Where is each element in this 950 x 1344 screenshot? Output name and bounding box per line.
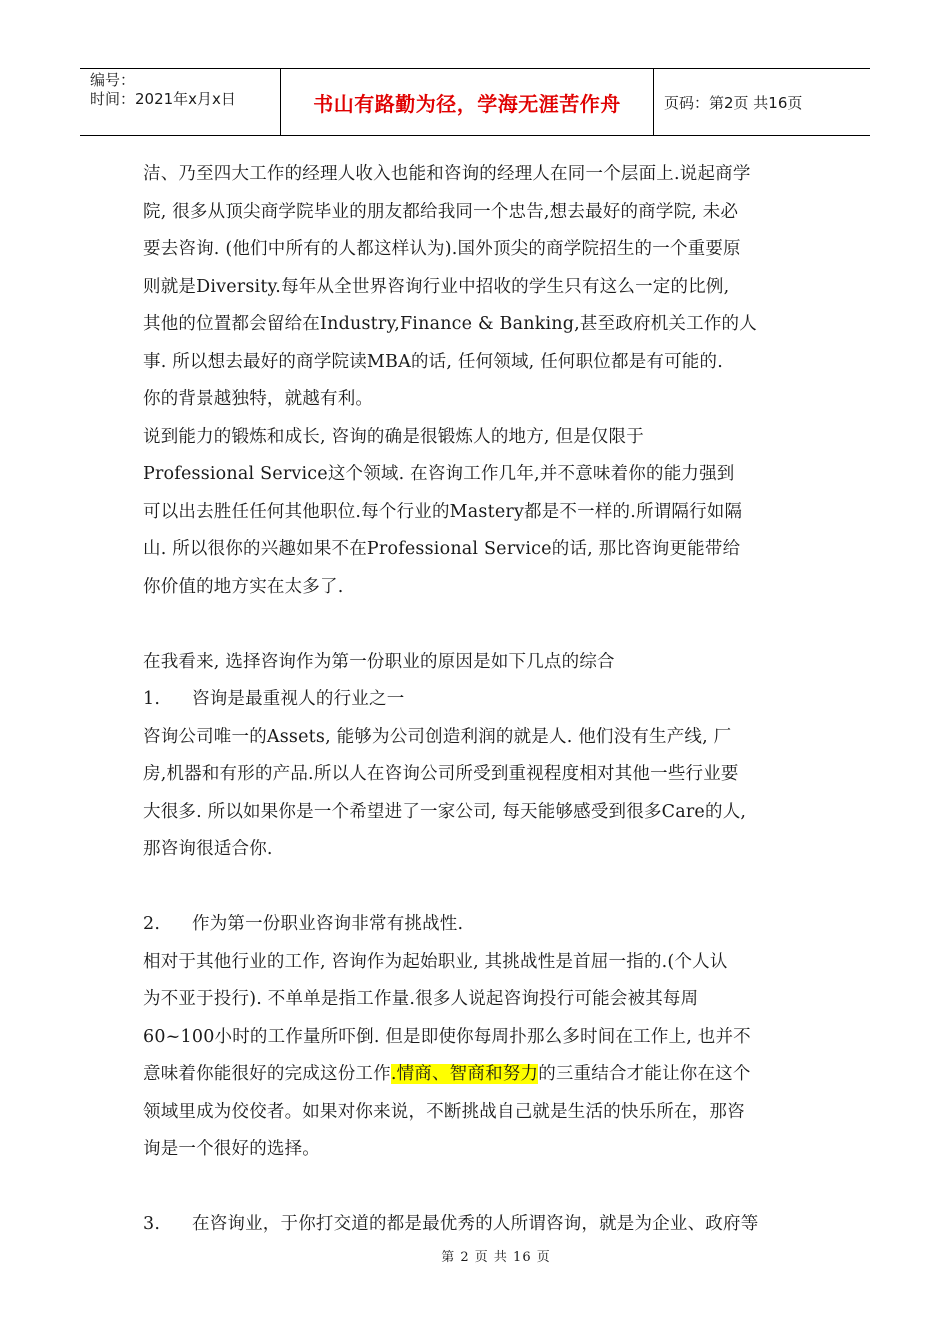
text-line	[143, 1056, 818, 1094]
text-line: 要去咨询. (他们中所有的人都这样认为).国外顶尖的商学院招生的一个重要原	[143, 239, 741, 259]
text-span: 意味着你能很好的完成这份工作	[143, 1064, 391, 1084]
text-line: 相对于其他行业的工作, 咨询作为起始职业, 其挑战性是首屈一指的.(个人认	[143, 951, 728, 972]
date-label: 时间：2021年x月x日	[90, 90, 236, 108]
page-header	[80, 68, 870, 136]
document-body	[143, 156, 818, 1244]
text-line: 你的背景越独特，就越有利。	[143, 389, 374, 409]
text-line: 为不亚于投行). 不单单是指工作量.很多人说起咨询投行可能会被其每周	[143, 989, 699, 1009]
number-label: 编号：	[90, 71, 136, 89]
item-title: 咨询是最重视人的行业之一	[192, 689, 405, 709]
text-line: 可以出去胜任任何其他职位.每个行业的Mastery都是不一样的.所谓隔行如隔	[143, 501, 743, 522]
page-footer: 第 2 页 共 16 页	[441, 1250, 551, 1265]
text-line: 大很多. 所以如果你是一个希望进了一家公司, 每天能够感受到很多Care的人,	[143, 801, 747, 822]
header-meta	[80, 69, 281, 135]
text-line: 领域里成为佼佼者。如果对你来说，不断挑战自己就是生活的快乐所在，那咨	[143, 1101, 745, 1122]
item-number: 2.	[143, 914, 161, 934]
text-line: 询是一个很好的选择。	[143, 1139, 320, 1159]
text-span: 的三重结合才能让你在这个	[538, 1064, 751, 1084]
text-line: 洁、乃至四大工作的经理人收入也能和咨询的经理人在同一个层面上.说起商学	[143, 164, 751, 184]
item-number: 3.	[143, 1214, 161, 1234]
blank-line	[143, 606, 818, 644]
text-line: 说到能力的锻炼和成长, 咨询的确是很锻炼人的地方, 但是仅限于	[143, 426, 644, 447]
blank-line	[143, 869, 818, 907]
header-page-label: 页码：第2页 共16页	[664, 93, 803, 112]
text-line: Professional Service这个领域. 在咨询工作几年,并不意味着你的能力强到	[143, 464, 735, 484]
text-line: 咨询公司唯一的Assets, 能够为公司创造利润的就是人. 他们没有生产线, 厂	[143, 726, 732, 747]
highlighted-text: .情商、智商和努力	[390, 1064, 539, 1084]
text-line: 院, 很多从顶尖商学院毕业的朋友都给我同一个忠告,想去最好的商学院, 未必	[143, 201, 739, 222]
text-line: 山. 所以很你的兴趣如果不在Professional Service的话, 那比咨询更能带给	[143, 539, 741, 559]
list-item-heading	[143, 681, 818, 719]
text-line: 那咨询很适合你.	[143, 839, 273, 859]
list-item-heading	[143, 1206, 818, 1244]
item-text: 在咨询业，于你打交道的都是最优秀的人所谓咨询，就是为企业、政府等	[192, 1214, 759, 1234]
header-motto: 书山有路勤为径，学海无涯苦作舟	[281, 69, 654, 135]
item-number: 1.	[143, 689, 161, 709]
blank-line	[143, 1169, 818, 1207]
text-line: 房,机器和有形的产品.所以人在咨询公司所受到重视程度相对其他一些行业要	[143, 764, 739, 784]
text-line: 则就是Diversity.每年从全世界咨询行业中招收的学生只有这么一定的比例,	[143, 276, 730, 297]
list-item-heading	[143, 906, 818, 944]
text-line: 60~100小时的工作量所吓倒. 但是即使你每周扑那么多时间在工作上, 也并不	[143, 1026, 751, 1047]
text-line: 其他的位置都会留给在Industry,Finance & Banking,甚至政府机关工作的人	[143, 314, 757, 334]
text-line: 事. 所以想去最好的商学院读MBA的话, 任何领域, 任何职位都是有可能的.	[143, 351, 723, 372]
text-line: 你价值的地方实在太多了.	[143, 576, 344, 597]
intro-line: 在我看来, 选择咨询作为第一份职业的原因是如下几点的综合	[143, 651, 615, 672]
item-title: 作为第一份职业咨询非常有挑战性.	[192, 914, 464, 934]
